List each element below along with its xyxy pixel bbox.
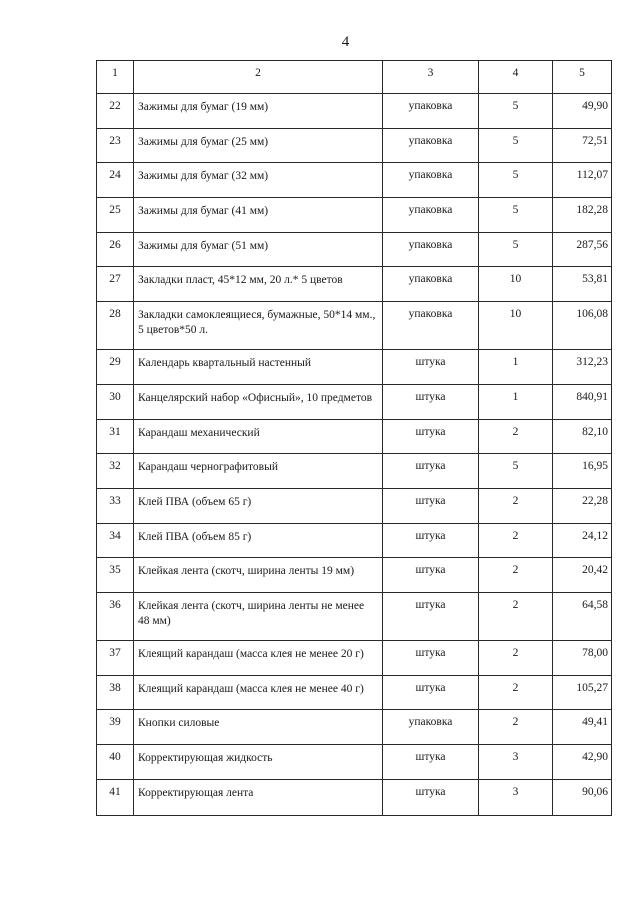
table-row <box>97 232 612 267</box>
item-name-cell: Клейкая лента (скотч, ширина ленты не менее 48 мм) <box>134 592 383 640</box>
quantity-cell: 5 <box>479 232 553 267</box>
table-row <box>97 454 612 489</box>
table-row <box>97 640 612 675</box>
column-header: 5 <box>553 61 612 94</box>
unit-cell: штука <box>383 779 479 815</box>
table-header-row <box>97 61 612 94</box>
unit-cell: упаковка <box>383 710 479 745</box>
table-row <box>97 267 612 302</box>
unit-cell: упаковка <box>383 128 479 163</box>
price-cell: 64,58 <box>553 592 612 640</box>
item-name-cell: Зажимы для бумаг (32 мм) <box>134 163 383 198</box>
item-name-cell: Зажимы для бумаг (25 мм) <box>134 128 383 163</box>
table-row <box>97 523 612 558</box>
table-row <box>97 350 612 385</box>
table-row <box>97 94 612 129</box>
row-number-cell: 25 <box>97 198 134 233</box>
unit-cell: штука <box>383 384 479 419</box>
table-row <box>97 384 612 419</box>
item-name-cell: Карандаш механический <box>134 419 383 454</box>
column-header: 2 <box>134 61 383 94</box>
price-cell: 82,10 <box>553 419 612 454</box>
table-row <box>97 488 612 523</box>
item-name-cell: Зажимы для бумаг (19 мм) <box>134 94 383 129</box>
quantity-cell: 1 <box>479 384 553 419</box>
row-number-cell: 34 <box>97 523 134 558</box>
row-number-cell: 30 <box>97 384 134 419</box>
item-name-cell: Зажимы для бумаг (51 мм) <box>134 232 383 267</box>
price-cell: 16,95 <box>553 454 612 489</box>
item-name-cell: Кнопки силовые <box>134 710 383 745</box>
quantity-cell: 10 <box>479 302 553 350</box>
unit-cell: штука <box>383 745 479 780</box>
unit-cell: упаковка <box>383 163 479 198</box>
row-number-cell: 24 <box>97 163 134 198</box>
quantity-cell: 5 <box>479 94 553 129</box>
item-name-cell: Клеящий карандаш (масса клея не менее 40 г) <box>134 675 383 710</box>
unit-cell: упаковка <box>383 267 479 302</box>
quantity-cell: 5 <box>479 454 553 489</box>
item-name-cell: Корректирующая лента <box>134 779 383 815</box>
price-cell: 24,12 <box>553 523 612 558</box>
price-cell: 53,81 <box>553 267 612 302</box>
unit-cell: штука <box>383 454 479 489</box>
price-cell: 20,42 <box>553 558 612 593</box>
row-number-cell: 41 <box>97 779 134 815</box>
price-cell: 78,00 <box>553 640 612 675</box>
table-row <box>97 558 612 593</box>
price-cell: 49,41 <box>553 710 612 745</box>
price-cell: 90,06 <box>553 779 612 815</box>
row-number-cell: 22 <box>97 94 134 129</box>
price-cell: 22,28 <box>553 488 612 523</box>
row-number-cell: 37 <box>97 640 134 675</box>
quantity-cell: 2 <box>479 488 553 523</box>
price-cell: 312,23 <box>553 350 612 385</box>
price-cell: 42,90 <box>553 745 612 780</box>
price-cell: 105,27 <box>553 675 612 710</box>
row-number-cell: 27 <box>97 267 134 302</box>
item-name-cell: Клей ПВА (объем 65 г) <box>134 488 383 523</box>
item-name-cell: Закладки самоклеящиеся, бумажные, 50*14 мм., 5 цветов*50 л. <box>134 302 383 350</box>
unit-cell: штука <box>383 675 479 710</box>
quantity-cell: 2 <box>479 419 553 454</box>
quantity-cell: 5 <box>479 163 553 198</box>
quantity-cell: 2 <box>479 710 553 745</box>
unit-cell: упаковка <box>383 198 479 233</box>
item-name-cell: Клей ПВА (объем 85 г) <box>134 523 383 558</box>
row-number-cell: 26 <box>97 232 134 267</box>
table-row <box>97 675 612 710</box>
column-header: 1 <box>97 61 134 94</box>
quantity-cell: 10 <box>479 267 553 302</box>
table-row <box>97 419 612 454</box>
item-name-cell: Корректирующая жидкость <box>134 745 383 780</box>
unit-cell: штука <box>383 488 479 523</box>
quantity-cell: 2 <box>479 640 553 675</box>
row-number-cell: 40 <box>97 745 134 780</box>
item-name-cell: Карандаш чернографитовый <box>134 454 383 489</box>
item-name-cell: Клеящий карандаш (масса клея не менее 20 г) <box>134 640 383 675</box>
quantity-cell: 2 <box>479 675 553 710</box>
unit-cell: штука <box>383 640 479 675</box>
row-number-cell: 39 <box>97 710 134 745</box>
row-number-cell: 35 <box>97 558 134 593</box>
items-table <box>96 60 612 816</box>
row-number-cell: 32 <box>97 454 134 489</box>
table-row <box>97 198 612 233</box>
quantity-cell: 3 <box>479 745 553 780</box>
quantity-cell: 5 <box>479 128 553 163</box>
unit-cell: штука <box>383 523 479 558</box>
page-number: 4 <box>341 34 350 50</box>
quantity-cell: 2 <box>479 523 553 558</box>
item-name-cell: Зажимы для бумаг (41 мм) <box>134 198 383 233</box>
quantity-cell: 1 <box>479 350 553 385</box>
price-cell: 182,28 <box>553 198 612 233</box>
price-cell: 49,90 <box>553 94 612 129</box>
column-header: 4 <box>479 61 553 94</box>
row-number-cell: 28 <box>97 302 134 350</box>
unit-cell: упаковка <box>383 94 479 129</box>
quantity-cell: 5 <box>479 198 553 233</box>
unit-cell: штука <box>383 419 479 454</box>
price-cell: 72,51 <box>553 128 612 163</box>
row-number-cell: 23 <box>97 128 134 163</box>
table-row <box>97 302 612 350</box>
quantity-cell: 2 <box>479 558 553 593</box>
row-number-cell: 36 <box>97 592 134 640</box>
unit-cell: штука <box>383 350 479 385</box>
item-name-cell: Канцелярский набор «Офисный», 10 предметов <box>134 384 383 419</box>
item-name-cell: Календарь квартальный настенный <box>134 350 383 385</box>
table-row <box>97 710 612 745</box>
price-cell: 106,08 <box>553 302 612 350</box>
unit-cell: штука <box>383 558 479 593</box>
item-name-cell: Закладки пласт, 45*12 мм, 20 л.* 5 цветов <box>134 267 383 302</box>
table-row <box>97 128 612 163</box>
unit-cell: упаковка <box>383 232 479 267</box>
price-cell: 287,56 <box>553 232 612 267</box>
table-row <box>97 592 612 640</box>
price-cell: 840,91 <box>553 384 612 419</box>
item-name-cell: Клейкая лента (скотч, ширина ленты 19 мм) <box>134 558 383 593</box>
row-number-cell: 29 <box>97 350 134 385</box>
table-row <box>97 163 612 198</box>
unit-cell: упаковка <box>383 302 479 350</box>
table-row <box>97 745 612 780</box>
quantity-cell: 3 <box>479 779 553 815</box>
row-number-cell: 38 <box>97 675 134 710</box>
quantity-cell: 2 <box>479 592 553 640</box>
column-header: 3 <box>383 61 479 94</box>
row-number-cell: 33 <box>97 488 134 523</box>
price-cell: 112,07 <box>553 163 612 198</box>
row-number-cell: 31 <box>97 419 134 454</box>
unit-cell: штука <box>383 592 479 640</box>
table-row <box>97 779 612 815</box>
